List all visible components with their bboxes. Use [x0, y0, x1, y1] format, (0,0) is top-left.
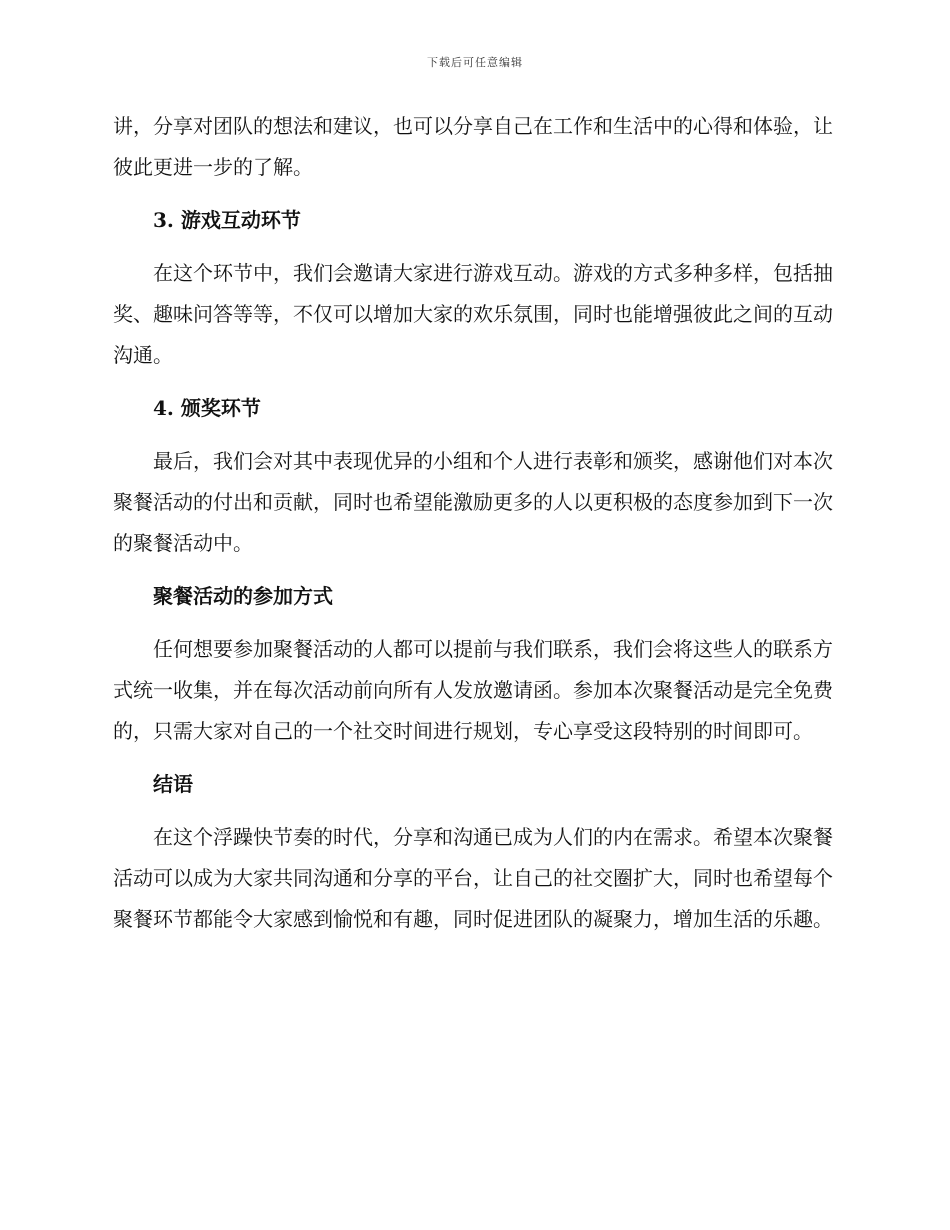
- section-heading-participation: 聚餐活动的参加方式: [153, 584, 333, 608]
- section-paragraph-participation: 任何想要参加聚餐活动的人都可以提前与我们联系，我们会将这些人的联系方式统一收集，并在每次活动前向所有人发放邀请函。参加本次聚餐活动是完全免费的，只需大家对自己的一个社交时间进行规划，专心享受这段特别的时间即可。: [113, 637, 833, 743]
- document-body: [113, 106, 833, 940]
- page-header: 下载后可任意编辑: [427, 56, 523, 69]
- section-paragraph-conclusion: 在这个浮躁快节奏的时代，分享和沟通已成为人们的内在需求。希望本次聚餐活动可以成为大家共同沟通和分享的平台，让自己的社交圈扩大，同时也希望每个聚餐环节都能令大家感到愉悦和有趣，同时促进团队的凝聚力，增加生活的乐趣。: [113, 825, 833, 931]
- section-heading-conclusion: 结语: [153, 772, 193, 796]
- intro-continuation-paragraph: 讲，分享对团队的想法和建议，也可以分享自己在工作和生活中的心得和体验，让彼此更进一步的了解。: [113, 114, 833, 179]
- section-heading-awards: 4. 颁奖环节: [153, 396, 261, 420]
- section-heading-games: 3. 游戏互动环节: [153, 208, 301, 232]
- section-paragraph-games: 在这个环节中，我们会邀请大家进行游戏互动。游戏的方式多种多样，包括抽奖、趣味问答等等，不仅可以增加大家的欢乐氛围，同时也能增强彼此之间的互动沟通。: [113, 261, 833, 367]
- section-paragraph-awards: 最后，我们会对其中表现优异的小组和个人进行表彰和颁奖，感谢他们对本次聚餐活动的付出和贡献，同时也希望能激励更多的人以更积极的态度参加到下一次的聚餐活动中。: [113, 449, 833, 555]
